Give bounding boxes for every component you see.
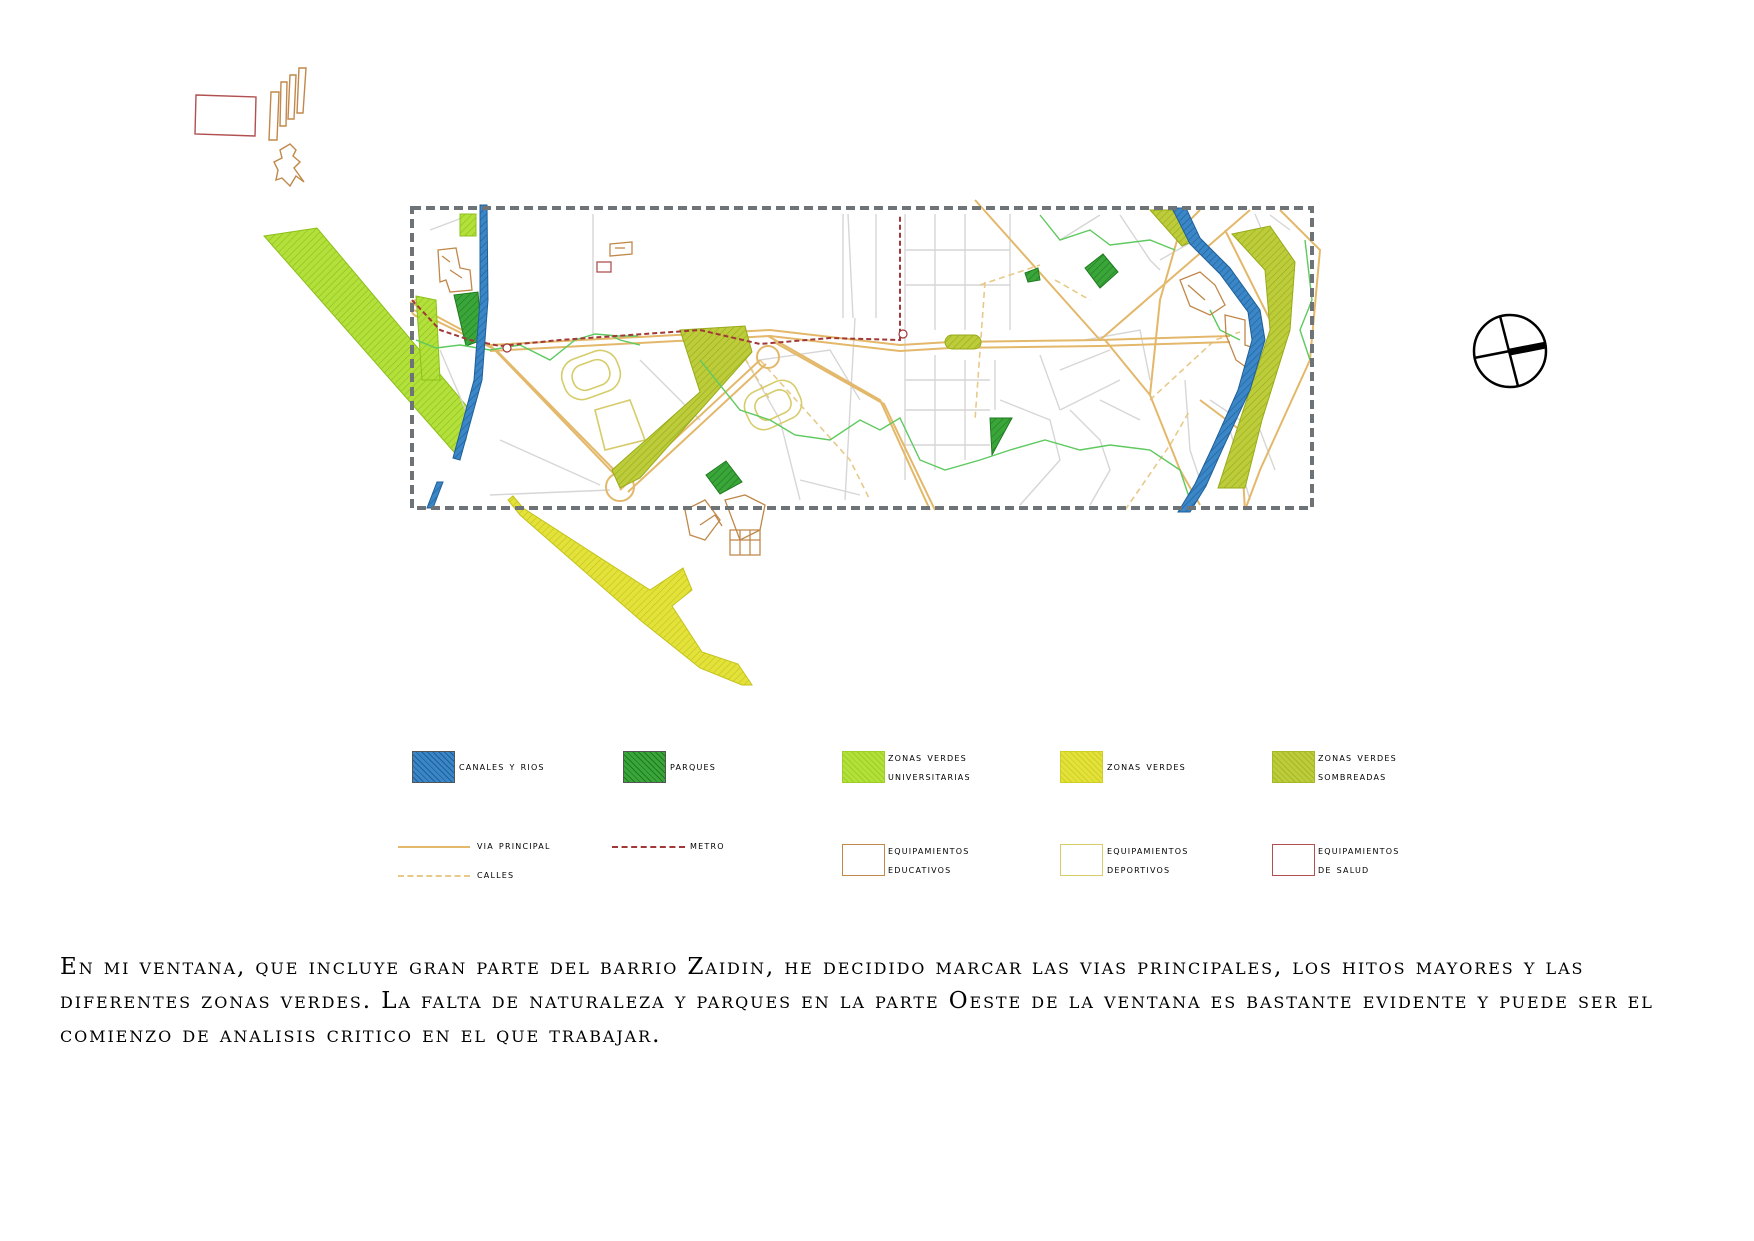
shaded-green-zones bbox=[612, 210, 1295, 488]
legend-label-universitarias-line2: universitarias bbox=[888, 769, 971, 783]
legend-label-sombreadas bbox=[1318, 748, 1397, 786]
legend-label-salud-line2: de salud bbox=[1318, 862, 1370, 876]
legend-label-deportivos bbox=[1107, 841, 1189, 879]
legend-label-universitarias bbox=[888, 748, 971, 786]
legend-line-metro bbox=[612, 846, 685, 848]
north-compass-icon bbox=[1474, 315, 1546, 387]
legend-label-universitarias-line1: zonas verdes bbox=[888, 750, 967, 764]
legend-swatch-sombreadas bbox=[1272, 751, 1315, 783]
legend-label-deportivos-line1: equipamientos bbox=[1107, 843, 1189, 857]
legend-swatch-universitarias bbox=[842, 751, 885, 783]
parks bbox=[454, 254, 1118, 494]
legend-swatch-zonas-verdes bbox=[1060, 751, 1103, 783]
legend-label-educativos-line1: equipamientos bbox=[888, 843, 970, 857]
description-paragraph: En mi ventana, que incluye gran parte del barrio Zaidin, he decidido marcar las vias principales, los hitos mayores y las diferentes zonas verdes. La falta de naturaleza y parques en la parte Oeste de la ventana es bastante evidente y puede ser el comienzo de analisis critico en el que trabajar. bbox=[60, 954, 1654, 1048]
legend-label-educativos-line2: educativos bbox=[888, 862, 952, 876]
legend-line-calles bbox=[398, 875, 470, 877]
legend-label-salud bbox=[1318, 841, 1400, 879]
educational-facilities-outline bbox=[269, 68, 306, 186]
legend-label-sombreadas-line1: zonas verdes bbox=[1318, 750, 1397, 764]
green-zone-south bbox=[508, 496, 752, 685]
health-facility-outline bbox=[195, 95, 256, 136]
legend-swatch-canales bbox=[412, 751, 455, 783]
legend-line-via-principal bbox=[398, 846, 470, 848]
green-paths bbox=[416, 215, 1312, 500]
legend-label-sombreadas-line2: sombreadas bbox=[1318, 769, 1387, 783]
legend-label-via-principal: via principal bbox=[477, 838, 551, 852]
legend-label-calles: calles bbox=[477, 867, 515, 881]
legend-label-metro: metro bbox=[690, 838, 725, 852]
legend-label-educativos bbox=[888, 841, 970, 879]
health-facility-inside bbox=[597, 262, 611, 272]
legend-label-zonas-verdes: zonas verdes bbox=[1107, 759, 1186, 773]
streets-dashed bbox=[740, 265, 1240, 510]
legend-label-parques: parques bbox=[670, 759, 717, 773]
legend-label-canales: canales y rios bbox=[459, 759, 545, 773]
legend-swatch-salud bbox=[1272, 844, 1315, 876]
legend-swatch-educativos bbox=[842, 844, 885, 876]
legend-swatch-parques bbox=[623, 751, 666, 783]
legend-swatch-deportivos bbox=[1060, 844, 1103, 876]
legend-label-deportivos-line2: deportivos bbox=[1107, 862, 1171, 876]
minor-streets bbox=[430, 214, 1290, 505]
legend-label-salud-line1: equipamientos bbox=[1318, 843, 1400, 857]
